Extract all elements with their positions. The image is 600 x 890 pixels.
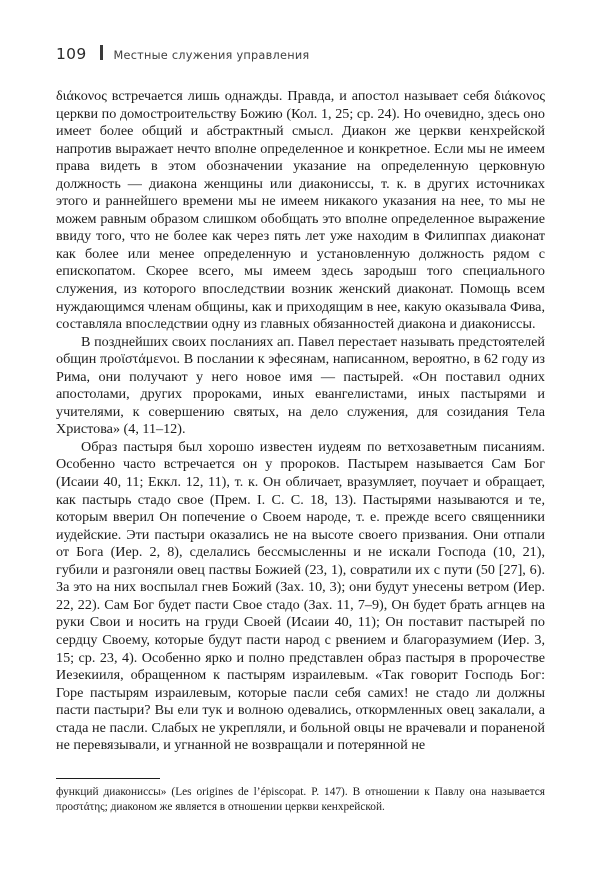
paragraph-1: διάκονος встречается лишь однажды. Правда, и апостол называет себя διάκονος церкви по домостроительству Божию (Кол. 1, 25; ср. 24). Но очевидно, здесь оно имеет более общий и абстрактный смысл. Диакон же церкви кенхрейской напротив выражает нечто вполне определенное и конкретное. Если мы не имеем права видеть в этом обозначении указание на определенную церковную должность — диакона женщины или диакониссы, т. к. в других источниках этого и раннейшего времени мы не имеем никакого указания на нее, то мы не можем равным образом слишком обобщать это вполне определенное выражение ввиду того, что не более как через пять лет уже находим в Филиппах диаконат как более или менее определенную и установленную должность рядом с епископатом. Скорее всего, мы имеем здесь зародыш того специального служения, из которого впоследствии возник женский диаконат. Помощь всем нуждающимся членам общины, как и приходящим в нее, какую оказывала Фива, составляла впоследствии одну из главных обязанностей диакона и диакониссы. bbox=[56, 88, 545, 333]
footnote-text: функций диакониссы» (Les origines de l’épiscopat. P. 147). В отношении к Павлу она называется προστάτης; диаконом же является в отношении церкви кенхрейской. bbox=[56, 786, 545, 813]
running-head-title: Местные служения управления bbox=[113, 49, 310, 62]
page-number: 109 bbox=[56, 45, 87, 63]
footnote-separator-rule bbox=[56, 778, 160, 779]
body-text-block bbox=[56, 88, 545, 755]
running-head-separator-icon bbox=[100, 45, 103, 60]
running-head bbox=[56, 44, 309, 63]
footnote-area bbox=[56, 778, 545, 815]
paragraph-2: В позднейших своих посланиях ап. Павел перестает называть предстоятелей общин προϊστάμενοι. В послании к эфесянам, написанном, вероятно, в 62 году из Рима, они получают у него новое имя — пастырей. «Он поставил одних апостолами, других пророками, иных евангелистами, иных пастырями и учителями, к совершению святых, на дело служения, для созидания Тела Христова» (4, 11–12). bbox=[56, 333, 545, 438]
paragraph-3: Образ пастыря был хорошо известен иудеям по ветхозаветным писаниям. Особенно часто встречается он у пророков. Пастырем называется Сам Бог (Исаии 40, 11; Еккл. 12, 11), т. к. Он обличает, вразумляет, поучает и обращает, как пастырь стадо свое (Прем. I. С. С. 18, 13). Пастырями называются и те, которым вверил Он попечение о Своем народе, т. е. прежде всего священники иудейские. Эти пастыри оказались не на высоте своего призвания. Они отпали от Бога (Иер. 2, 8), сделались бессмысленны и не искали Господа (10, 21), губили и разгоняли овец паствы Божией (23, 1), совратили их с пути (50 [27], 6). За это на них воспылал гнев Божий (Зах. 10, 3); они будут унесены ветром (Иер. 22, 22). Сам Бог будет пасти Свое стадо (Зах. 11, 7–9), Он будет брать агнцев на руки Свои и носить на груди Своей (Исаии 40, 11); Он поставит пастырей по сердцу Своему, которые будут пасти народ с рвением и благоразумием (Иер. 3, 15; ср. 23, 4). Особенно ярко и полно представлен образ пастыря в пророчестве Иезекииля, обращенном к пастырям израилевым. «Так говорит Господь Бог: Горе пастырям израилевым, которые пасли себя самих! не стадо ли должны пасти пастыри? Вы ели тук и волною одевались, откормленных овец закалали, а стада не пасли. Слабых не укрепляли, и больной овцы не врачевали и пораненой не перевязывали, и угнанной не возвращали и потерянной не bbox=[56, 438, 545, 754]
